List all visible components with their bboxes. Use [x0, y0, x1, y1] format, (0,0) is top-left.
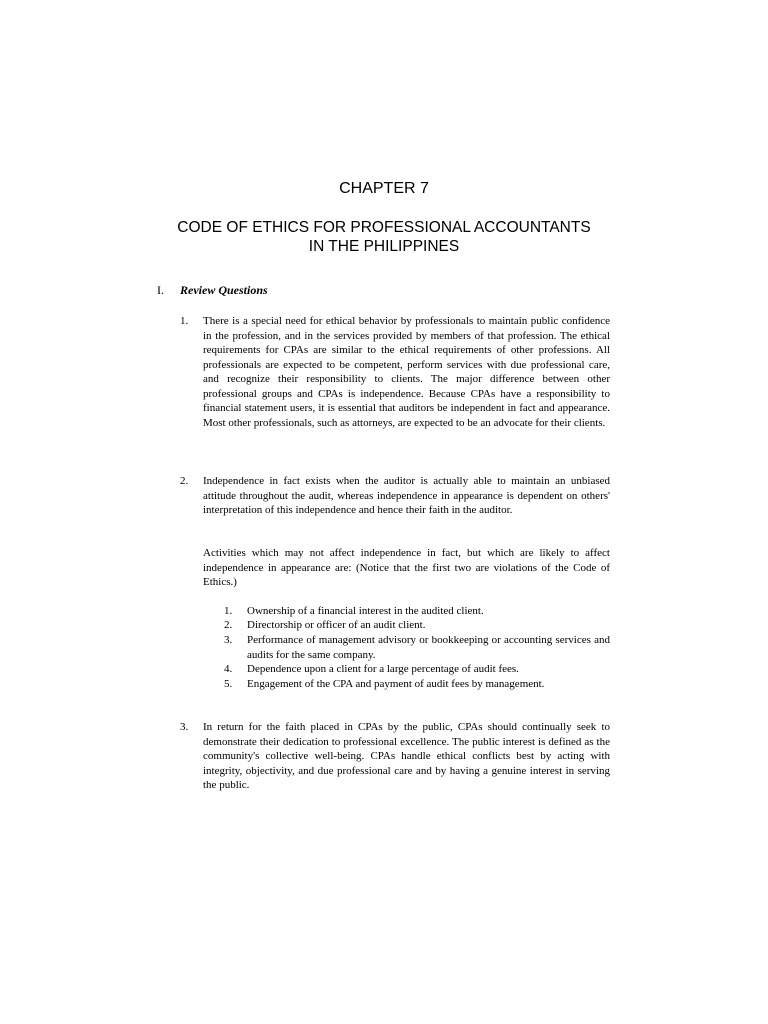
activity-4-number: 4.: [224, 663, 233, 675]
question-3-number: 3.: [180, 721, 189, 733]
chapter-title: [0, 218, 768, 256]
activity-1-text: Ownership of a financial interest in the audited client.: [247, 605, 484, 617]
question-3-answer: In return for the faith placed in CPAs by the public, CPAs should continually seek to demonstrate their dedication to professional excellence. The public interest is defined as the community's collective well-being. CPAs handle ethical conflicts best by acting with integrity, objectivity, and due professional care and by having a genuine interest in serving the public.: [203, 721, 610, 791]
chapter-heading: CHAPTER 7: [339, 180, 429, 197]
activity-3-number: 3.: [224, 634, 233, 646]
activity-3-text: Performance of management advisory or bookkeeping or accounting services and audits for the same company.: [247, 634, 610, 661]
question-2-activities-intro: Activities which may not affect independence in fact, but which are likely to affect independence in appearance are: (Notice that the first two are violations of the Code of Ethics.): [203, 547, 610, 588]
chapter-title-line-1: CODE OF ETHICS FOR PROFESSIONAL ACCOUNTANTS: [177, 219, 591, 236]
activity-2-number: 2.: [224, 619, 233, 631]
activity-1-number: 1.: [224, 605, 233, 617]
chapter-title-line-2: IN THE PHILIPPINES: [308, 238, 460, 255]
section-title: Review Questions: [180, 283, 268, 297]
question-1-answer: There is a special need for ethical behavior by professionals to maintain public confidence in the profession, and in the services provided by members of that profession. The ethical requirements for CPAs are similar to the ethical requirements of other professions. All professionals are expected to be competent, perform services with due professional care, and recognize their responsibility to clients. The major difference between other professional groups and CPAs is independence. Because CPAs have a responsibility to financial statement users, it is essential that auditors be independent in fact and appearance. Most other professionals, such as attorneys, are expected to be an advocate for their clients.: [203, 315, 610, 429]
activity-5-number: 5.: [224, 678, 233, 690]
activity-2-text: Directorship or officer of an audit client.: [247, 619, 426, 631]
question-2-number: 2.: [180, 475, 189, 487]
question-2-answer: Independence in fact exists when the auditor is actually able to maintain an unbiased attitude throughout the audit, whereas independence in appearance is dependent on others' interpretation of this independence and hence their faith in the auditor.: [203, 475, 610, 516]
activity-4-text: Dependence upon a client for a large percentage of audit fees.: [247, 663, 519, 675]
section-number: I.: [157, 283, 164, 297]
question-1-number: 1.: [180, 315, 189, 327]
activity-5-text: Engagement of the CPA and payment of audit fees by management.: [247, 678, 545, 690]
